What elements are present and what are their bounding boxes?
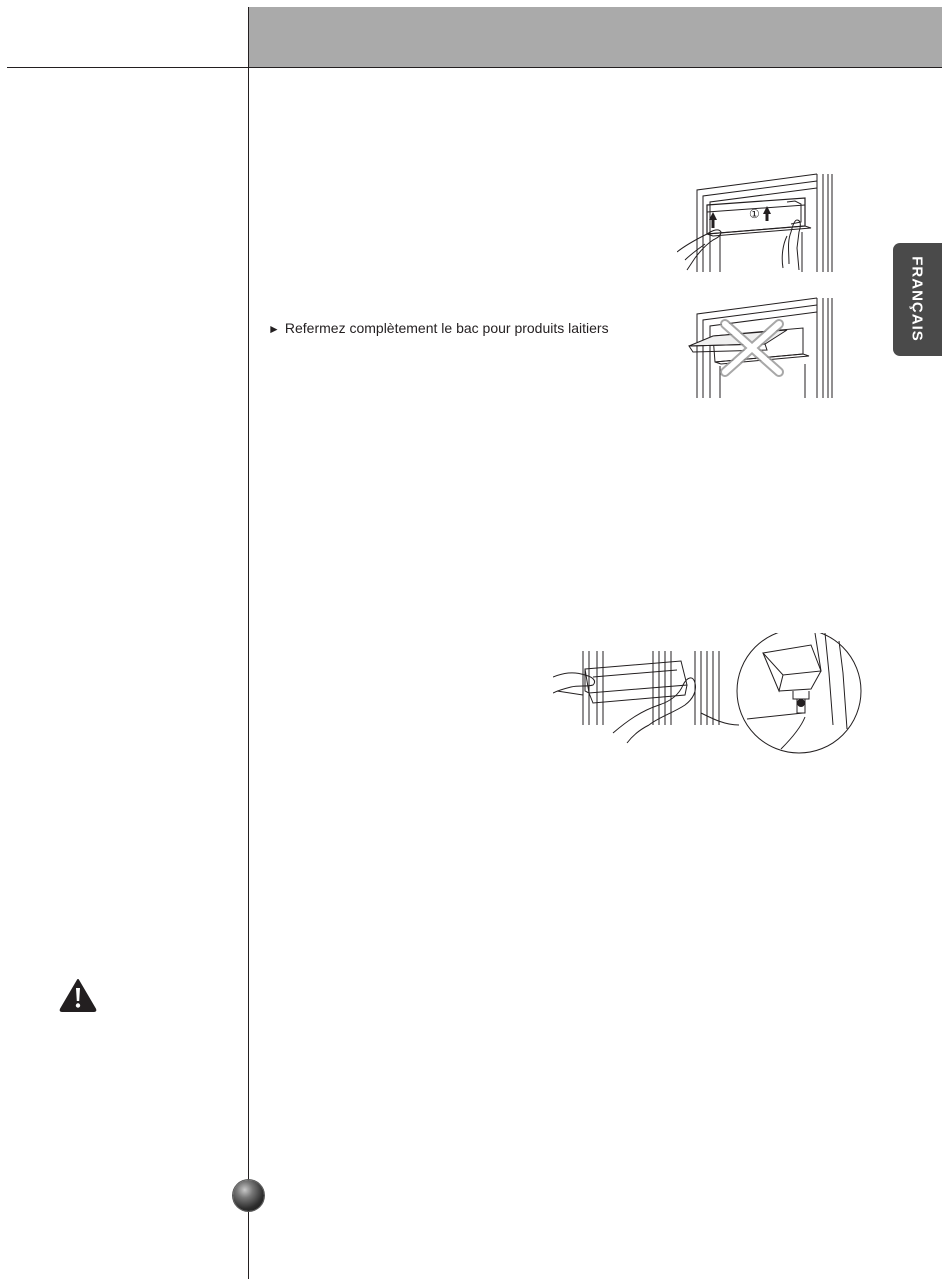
language-tab-label: FRANÇAIS	[908, 256, 926, 342]
bullet-arrow-icon: ►	[268, 322, 280, 336]
door-basket-removal-illustration	[553, 633, 865, 757]
header-bar	[249, 7, 942, 67]
warning-triangle-icon	[59, 978, 97, 1012]
margin-rule	[248, 7, 249, 1279]
instruction-text: Refermez complètement le bac pour produits laitiers	[284, 320, 609, 336]
page-marker-dot	[233, 1180, 264, 1211]
language-tab	[893, 243, 942, 356]
header-rule	[7, 67, 942, 68]
figure-callout: ①	[749, 207, 760, 221]
dairy-compartment-opening-illustration	[677, 172, 835, 272]
instruction-line	[268, 320, 609, 336]
dairy-compartment-incorrect-illustration	[687, 296, 835, 398]
